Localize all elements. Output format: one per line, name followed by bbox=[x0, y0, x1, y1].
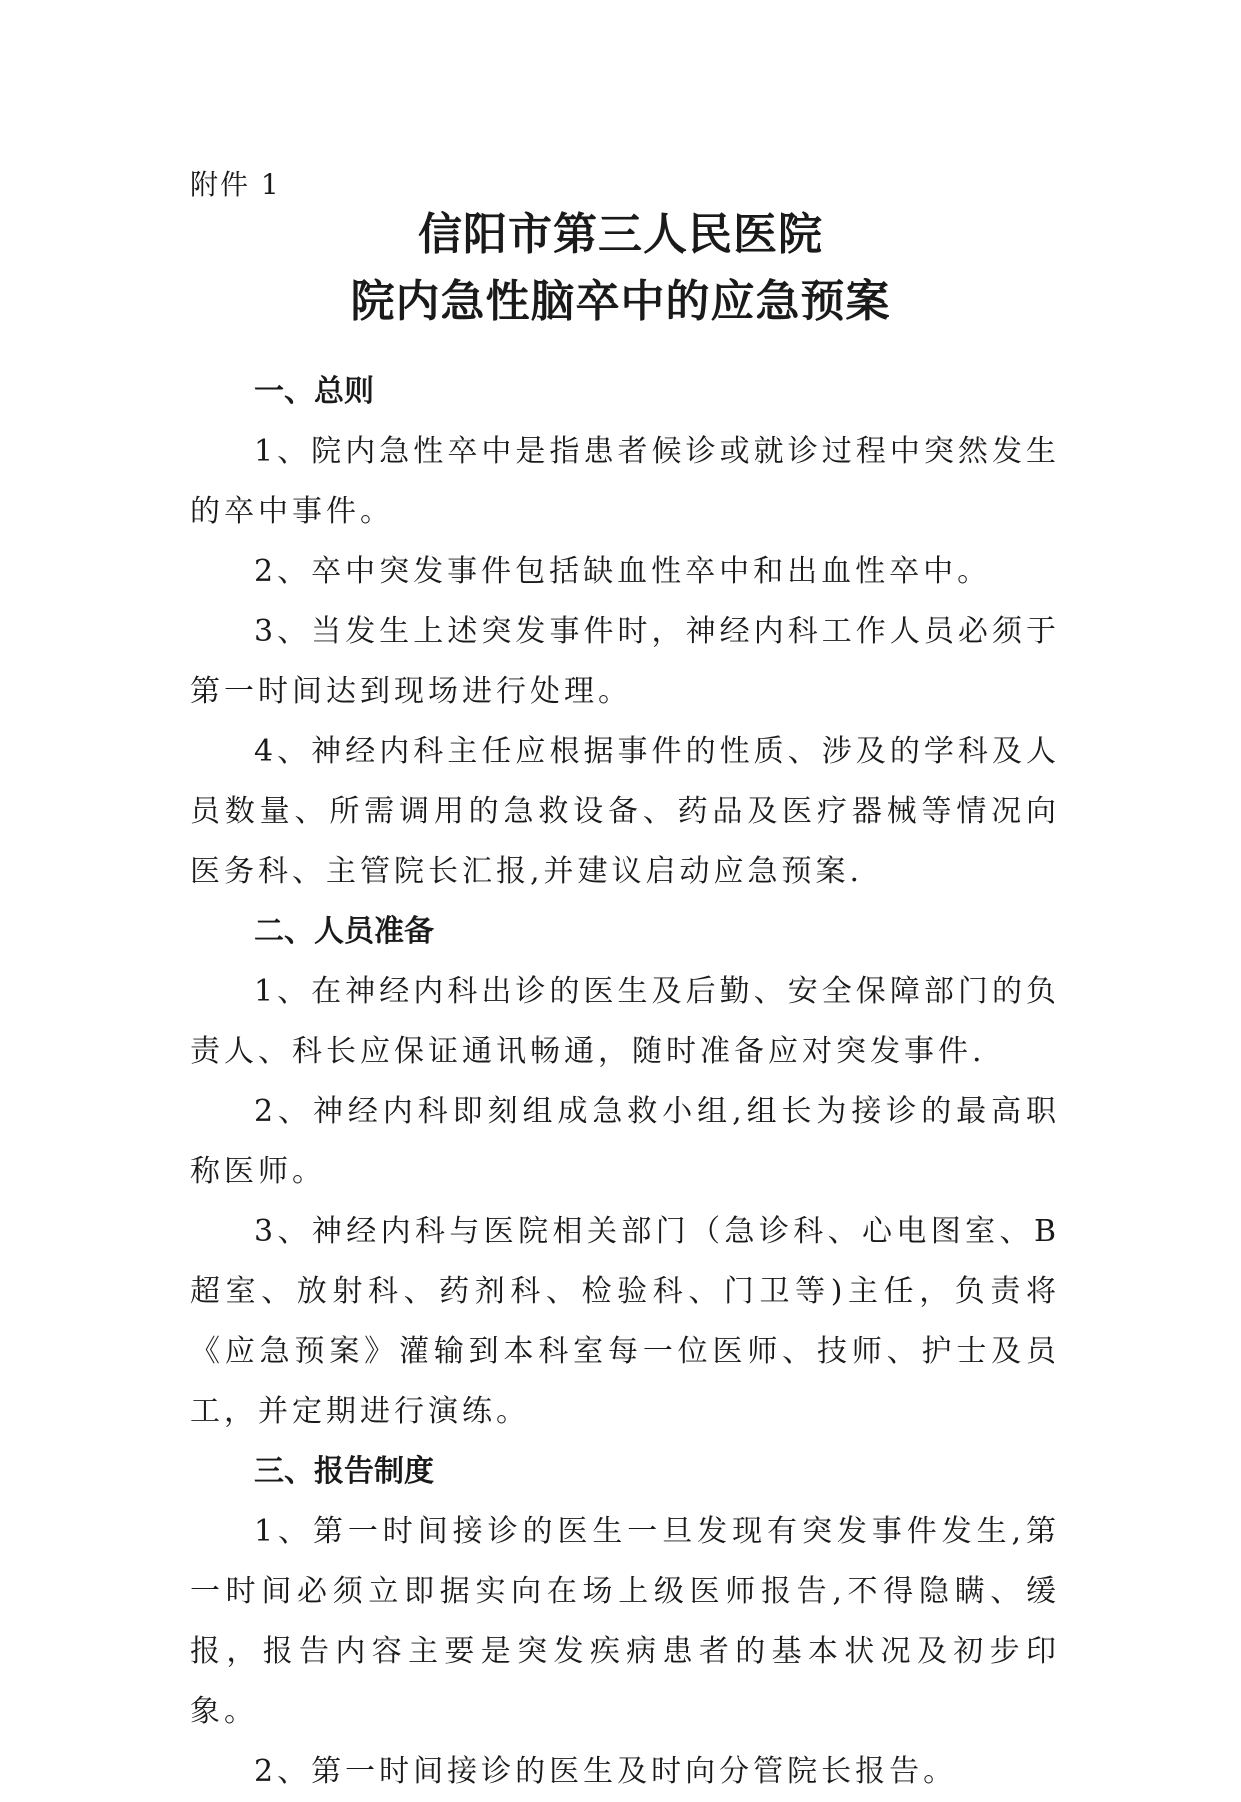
paragraph: 1、在神经内科出诊的医生及后勤、安全保障部门的负责人、科长应保证通讯畅通，随时准备应对突发事件. bbox=[190, 974, 1060, 1069]
section-reporting-system bbox=[190, 1442, 1060, 1802]
attachment-label: 附件 1 bbox=[190, 168, 281, 201]
paragraph: 2、第一时间接诊的医生及时向分管院长报告。 bbox=[254, 1754, 958, 1789]
paragraph: 2、卒中突发事件包括缺血性卒中和出血性卒中。 bbox=[254, 554, 992, 589]
paragraph: 1、第一时间接诊的医生一旦发现有突发事件发生,第一时间必须立即据实向在场上级医师报告,不得隐瞒、缓报，报告内容主要是突发疾病患者的基本状况及初步印象。 bbox=[190, 1514, 1060, 1729]
paragraph: 3、当发生上述突发事件时，神经内科工作人员必须于第一时间达到现场进行处理。 bbox=[190, 614, 1060, 709]
document-body bbox=[190, 362, 1060, 1802]
document-title-line-1: 信阳市第三人民医院 bbox=[418, 209, 823, 260]
paragraph: 3、神经内科与医院相关部门（急诊科、心电图室、B超室、放射科、药剂科、检验科、门卫等)主任，负责将《应急预案》灌输到本科室每一位医师、技师、护士及员工，并定期进行演练。 bbox=[190, 1214, 1060, 1429]
section-general bbox=[190, 362, 1060, 902]
paragraph: 2、神经内科即刻组成急救小组,组长为接诊的最高职称医师。 bbox=[190, 1094, 1060, 1189]
paragraph: 1、院内急性卒中是指患者候诊或就诊过程中突然发生的卒中事件。 bbox=[190, 434, 1060, 529]
section-heading: 一、总则 bbox=[254, 374, 374, 409]
paragraph: 4、神经内科主任应根据事件的性质、涉及的学科及人员数量、所需调用的急救设备、药品及医疗器械等情况向医务科、主管院长汇报,并建议启动应急预案. bbox=[190, 734, 1060, 889]
section-staff-preparation bbox=[190, 902, 1060, 1442]
document-title-line-2: 院内急性脑卒中的应急预案 bbox=[350, 276, 891, 327]
section-heading: 三、报告制度 bbox=[254, 1454, 434, 1489]
section-heading: 二、人员准备 bbox=[254, 914, 434, 949]
